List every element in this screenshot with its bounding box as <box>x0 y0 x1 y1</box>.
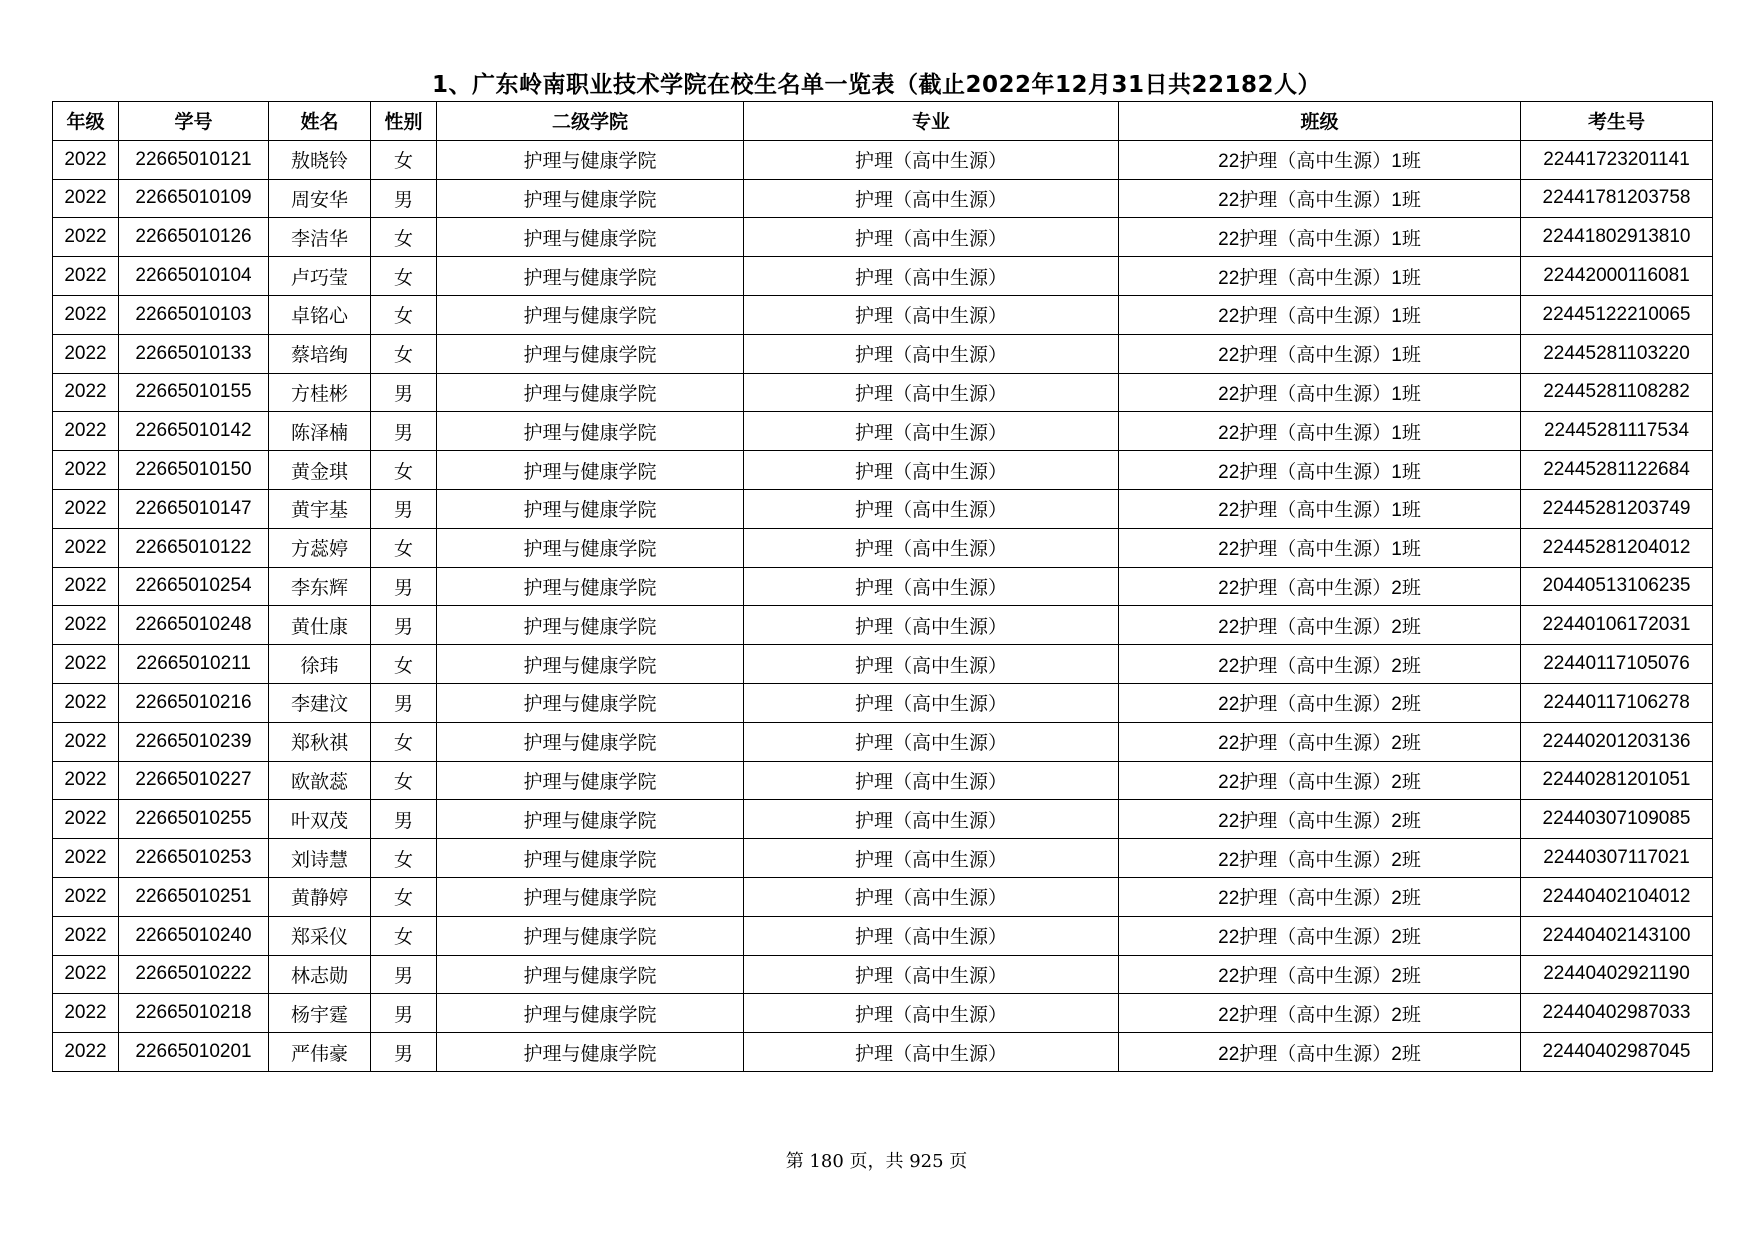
major-cell: 护理（高中生源） <box>744 140 1119 179</box>
student-id-cell: 22665010142 <box>119 412 269 451</box>
student-id-cell: 22665010239 <box>119 722 269 761</box>
grade-cell: 2022 <box>53 916 119 955</box>
college-cell: 护理与健康学院 <box>437 334 744 373</box>
name-cell: 卢巧莹 <box>269 257 371 296</box>
gender-cell: 女 <box>371 839 437 878</box>
gender-cell: 男 <box>371 567 437 606</box>
exam-number-cell: 22445122210065 <box>1521 295 1713 334</box>
table-row <box>53 1033 1713 1072</box>
exam-number-cell: 22445281108282 <box>1521 373 1713 412</box>
header-gender: 性别 <box>371 102 437 141</box>
student-id-cell: 22665010201 <box>119 1033 269 1072</box>
student-id-cell: 22665010104 <box>119 257 269 296</box>
name-cell: 郑采仪 <box>269 916 371 955</box>
grade-cell: 2022 <box>53 489 119 528</box>
college-cell: 护理与健康学院 <box>437 412 744 451</box>
gender-cell: 女 <box>371 877 437 916</box>
student-id-cell: 22665010126 <box>119 218 269 257</box>
gender-cell: 女 <box>371 295 437 334</box>
college-cell: 护理与健康学院 <box>437 179 744 218</box>
table-row <box>53 800 1713 839</box>
major-cell: 护理（高中生源） <box>744 761 1119 800</box>
college-cell: 护理与健康学院 <box>437 722 744 761</box>
class-cell: 22护理（高中生源）2班 <box>1119 994 1521 1033</box>
gender-cell: 女 <box>371 645 437 684</box>
table-row <box>53 606 1713 645</box>
gender-cell: 男 <box>371 955 437 994</box>
header-grade: 年级 <box>53 102 119 141</box>
class-cell: 22护理（高中生源）2班 <box>1119 722 1521 761</box>
name-cell: 李建汶 <box>269 683 371 722</box>
header-exam-number: 考生号 <box>1521 102 1713 141</box>
exam-number-cell: 22440402104012 <box>1521 877 1713 916</box>
major-cell: 护理（高中生源） <box>744 955 1119 994</box>
grade-cell: 2022 <box>53 645 119 684</box>
college-cell: 护理与健康学院 <box>437 140 744 179</box>
class-cell: 22护理（高中生源）1班 <box>1119 140 1521 179</box>
grade-cell: 2022 <box>53 295 119 334</box>
class-cell: 22护理（高中生源）1班 <box>1119 218 1521 257</box>
exam-number-cell: 22440106172031 <box>1521 606 1713 645</box>
exam-number-cell: 22440402143100 <box>1521 916 1713 955</box>
student-roster-table <box>52 101 1713 1072</box>
college-cell: 护理与健康学院 <box>437 683 744 722</box>
college-cell: 护理与健康学院 <box>437 373 744 412</box>
college-cell: 护理与健康学院 <box>437 606 744 645</box>
college-cell: 护理与健康学院 <box>437 295 744 334</box>
table-body <box>53 140 1713 1071</box>
gender-cell: 女 <box>371 257 437 296</box>
college-cell: 护理与健康学院 <box>437 839 744 878</box>
table-row <box>53 877 1713 916</box>
grade-cell: 2022 <box>53 722 119 761</box>
major-cell: 护理（高中生源） <box>744 683 1119 722</box>
class-cell: 22护理（高中生源）1班 <box>1119 451 1521 490</box>
name-cell: 周安华 <box>269 179 371 218</box>
major-cell: 护理（高中生源） <box>744 528 1119 567</box>
name-cell: 林志勋 <box>269 955 371 994</box>
name-cell: 杨宇霆 <box>269 994 371 1033</box>
gender-cell: 男 <box>371 800 437 839</box>
table-row <box>53 373 1713 412</box>
major-cell: 护理（高中生源） <box>744 567 1119 606</box>
class-cell: 22护理（高中生源）1班 <box>1119 373 1521 412</box>
gender-cell: 女 <box>371 722 437 761</box>
table-row <box>53 761 1713 800</box>
exam-number-cell: 22440402921190 <box>1521 955 1713 994</box>
class-cell: 22护理（高中生源）2班 <box>1119 645 1521 684</box>
exam-number-cell: 22441802913810 <box>1521 218 1713 257</box>
student-id-cell: 22665010227 <box>119 761 269 800</box>
class-cell: 22护理（高中生源）2班 <box>1119 839 1521 878</box>
major-cell: 护理（高中生源） <box>744 1033 1119 1072</box>
student-id-cell: 22665010216 <box>119 683 269 722</box>
exam-number-cell: 22440402987045 <box>1521 1033 1713 1072</box>
student-id-cell: 22665010109 <box>119 179 269 218</box>
exam-number-cell: 22440117105076 <box>1521 645 1713 684</box>
class-cell: 22护理（高中生源）2班 <box>1119 800 1521 839</box>
gender-cell: 男 <box>371 489 437 528</box>
name-cell: 陈泽楠 <box>269 412 371 451</box>
table-row <box>53 412 1713 451</box>
college-cell: 护理与健康学院 <box>437 218 744 257</box>
college-cell: 护理与健康学院 <box>437 877 744 916</box>
gender-cell: 男 <box>371 373 437 412</box>
student-id-cell: 22665010248 <box>119 606 269 645</box>
student-id-cell: 22665010253 <box>119 839 269 878</box>
name-cell: 黄仕康 <box>269 606 371 645</box>
student-id-cell: 22665010255 <box>119 800 269 839</box>
grade-cell: 2022 <box>53 606 119 645</box>
class-cell: 22护理（高中生源）2班 <box>1119 567 1521 606</box>
exam-number-cell: 22440402987033 <box>1521 994 1713 1033</box>
class-cell: 22护理（高中生源）2班 <box>1119 683 1521 722</box>
name-cell: 卓铭心 <box>269 295 371 334</box>
name-cell: 刘诗慧 <box>269 839 371 878</box>
name-cell: 敖晓铃 <box>269 140 371 179</box>
class-cell: 22护理（高中生源）2班 <box>1119 916 1521 955</box>
major-cell: 护理（高中生源） <box>744 412 1119 451</box>
major-cell: 护理（高中生源） <box>744 179 1119 218</box>
student-id-cell: 22665010121 <box>119 140 269 179</box>
grade-cell: 2022 <box>53 528 119 567</box>
header-student-id: 学号 <box>119 102 269 141</box>
college-cell: 护理与健康学院 <box>437 645 744 684</box>
exam-number-cell: 22445281203749 <box>1521 489 1713 528</box>
major-cell: 护理（高中生源） <box>744 334 1119 373</box>
name-cell: 黄金琪 <box>269 451 371 490</box>
college-cell: 护理与健康学院 <box>437 1033 744 1072</box>
class-cell: 22护理（高中生源）1班 <box>1119 257 1521 296</box>
table-row <box>53 994 1713 1033</box>
grade-cell: 2022 <box>53 179 119 218</box>
name-cell: 徐玮 <box>269 645 371 684</box>
grade-cell: 2022 <box>53 257 119 296</box>
name-cell: 李洁华 <box>269 218 371 257</box>
grade-cell: 2022 <box>53 451 119 490</box>
header-name: 姓名 <box>269 102 371 141</box>
grade-cell: 2022 <box>53 800 119 839</box>
name-cell: 蔡培绚 <box>269 334 371 373</box>
student-id-cell: 22665010218 <box>119 994 269 1033</box>
name-cell: 方蕊婷 <box>269 528 371 567</box>
college-cell: 护理与健康学院 <box>437 528 744 567</box>
table-row <box>53 683 1713 722</box>
table-row <box>53 489 1713 528</box>
major-cell: 护理（高中生源） <box>744 994 1119 1033</box>
gender-cell: 女 <box>371 334 437 373</box>
class-cell: 22护理（高中生源）2班 <box>1119 761 1521 800</box>
major-cell: 护理（高中生源） <box>744 916 1119 955</box>
gender-cell: 男 <box>371 606 437 645</box>
grade-cell: 2022 <box>53 334 119 373</box>
student-id-cell: 22665010122 <box>119 528 269 567</box>
header-major: 专业 <box>744 102 1119 141</box>
table-row <box>53 567 1713 606</box>
grade-cell: 2022 <box>53 761 119 800</box>
college-cell: 护理与健康学院 <box>437 955 744 994</box>
exam-number-cell: 22441781203758 <box>1521 179 1713 218</box>
major-cell: 护理（高中生源） <box>744 218 1119 257</box>
name-cell: 欧歆蕊 <box>269 761 371 800</box>
college-cell: 护理与健康学院 <box>437 451 744 490</box>
exam-number-cell: 22445281122684 <box>1521 451 1713 490</box>
major-cell: 护理（高中生源） <box>744 489 1119 528</box>
college-cell: 护理与健康学院 <box>437 800 744 839</box>
grade-cell: 2022 <box>53 994 119 1033</box>
table-row <box>53 528 1713 567</box>
grade-cell: 2022 <box>53 567 119 606</box>
exam-number-cell: 22440117106278 <box>1521 683 1713 722</box>
gender-cell: 男 <box>371 683 437 722</box>
college-cell: 护理与健康学院 <box>437 916 744 955</box>
gender-cell: 女 <box>371 761 437 800</box>
student-id-cell: 22665010155 <box>119 373 269 412</box>
grade-cell: 2022 <box>53 877 119 916</box>
class-cell: 22护理（高中生源）2班 <box>1119 1033 1521 1072</box>
class-cell: 22护理（高中生源）2班 <box>1119 877 1521 916</box>
major-cell: 护理（高中生源） <box>744 645 1119 684</box>
class-cell: 22护理（高中生源）2班 <box>1119 606 1521 645</box>
major-cell: 护理（高中生源） <box>744 839 1119 878</box>
name-cell: 李东辉 <box>269 567 371 606</box>
table-row <box>53 955 1713 994</box>
college-cell: 护理与健康学院 <box>437 257 744 296</box>
name-cell: 郑秋祺 <box>269 722 371 761</box>
college-cell: 护理与健康学院 <box>437 761 744 800</box>
table-row <box>53 218 1713 257</box>
major-cell: 护理（高中生源） <box>744 722 1119 761</box>
exam-number-cell: 22441723201141 <box>1521 140 1713 179</box>
student-id-cell: 22665010211 <box>119 645 269 684</box>
grade-cell: 2022 <box>53 373 119 412</box>
student-id-cell: 22665010251 <box>119 877 269 916</box>
grade-cell: 2022 <box>53 955 119 994</box>
gender-cell: 男 <box>371 1033 437 1072</box>
grade-cell: 2022 <box>53 839 119 878</box>
student-id-cell: 22665010147 <box>119 489 269 528</box>
major-cell: 护理（高中生源） <box>744 373 1119 412</box>
header-college: 二级学院 <box>437 102 744 141</box>
college-cell: 护理与健康学院 <box>437 567 744 606</box>
student-id-cell: 22665010133 <box>119 334 269 373</box>
name-cell: 叶双茂 <box>269 800 371 839</box>
class-cell: 22护理（高中生源）1班 <box>1119 179 1521 218</box>
gender-cell: 男 <box>371 179 437 218</box>
student-id-cell: 22665010254 <box>119 567 269 606</box>
table-row <box>53 451 1713 490</box>
class-cell: 22护理（高中生源）1班 <box>1119 528 1521 567</box>
grade-cell: 2022 <box>53 412 119 451</box>
exam-number-cell: 22440281201051 <box>1521 761 1713 800</box>
gender-cell: 男 <box>371 994 437 1033</box>
class-cell: 22护理（高中生源）1班 <box>1119 412 1521 451</box>
exam-number-cell: 22445281103220 <box>1521 334 1713 373</box>
student-id-cell: 22665010103 <box>119 295 269 334</box>
gender-cell: 女 <box>371 528 437 567</box>
student-id-cell: 22665010240 <box>119 916 269 955</box>
name-cell: 黄宇基 <box>269 489 371 528</box>
name-cell: 方桂彬 <box>269 373 371 412</box>
major-cell: 护理（高中生源） <box>744 295 1119 334</box>
exam-number-cell: 22440201203136 <box>1521 722 1713 761</box>
table-row <box>53 295 1713 334</box>
page-number: 第 180 页，共 925 页 <box>785 1151 968 1172</box>
major-cell: 护理（高中生源） <box>744 257 1119 296</box>
table-header-row <box>53 102 1713 141</box>
class-cell: 22护理（高中生源）1班 <box>1119 334 1521 373</box>
major-cell: 护理（高中生源） <box>744 451 1119 490</box>
major-cell: 护理（高中生源） <box>744 877 1119 916</box>
grade-cell: 2022 <box>53 683 119 722</box>
gender-cell: 女 <box>371 916 437 955</box>
exam-number-cell: 22440307117021 <box>1521 839 1713 878</box>
table-row <box>53 257 1713 296</box>
major-cell: 护理（高中生源） <box>744 800 1119 839</box>
exam-number-cell: 22445281204012 <box>1521 528 1713 567</box>
page-title: 1、广东岭南职业技术学院在校生名单一览表（截止2022年12月31日共22182人） <box>431 72 1322 98</box>
gender-cell: 女 <box>371 218 437 257</box>
table-row <box>53 179 1713 218</box>
class-cell: 22护理（高中生源）1班 <box>1119 295 1521 334</box>
table-row <box>53 334 1713 373</box>
header-class: 班级 <box>1119 102 1521 141</box>
class-cell: 22护理（高中生源）2班 <box>1119 955 1521 994</box>
student-id-cell: 22665010150 <box>119 451 269 490</box>
table-row <box>53 916 1713 955</box>
gender-cell: 女 <box>371 140 437 179</box>
college-cell: 护理与健康学院 <box>437 489 744 528</box>
gender-cell: 男 <box>371 412 437 451</box>
grade-cell: 2022 <box>53 218 119 257</box>
table-row <box>53 839 1713 878</box>
major-cell: 护理（高中生源） <box>744 606 1119 645</box>
college-cell: 护理与健康学院 <box>437 994 744 1033</box>
name-cell: 严伟豪 <box>269 1033 371 1072</box>
exam-number-cell: 22442000116081 <box>1521 257 1713 296</box>
student-id-cell: 22665010222 <box>119 955 269 994</box>
class-cell: 22护理（高中生源）1班 <box>1119 489 1521 528</box>
table-row <box>53 645 1713 684</box>
exam-number-cell: 20440513106235 <box>1521 567 1713 606</box>
grade-cell: 2022 <box>53 1033 119 1072</box>
exam-number-cell: 22440307109085 <box>1521 800 1713 839</box>
name-cell: 黄静婷 <box>269 877 371 916</box>
gender-cell: 女 <box>371 451 437 490</box>
table-row <box>53 722 1713 761</box>
grade-cell: 2022 <box>53 140 119 179</box>
table-row <box>53 140 1713 179</box>
exam-number-cell: 22445281117534 <box>1521 412 1713 451</box>
